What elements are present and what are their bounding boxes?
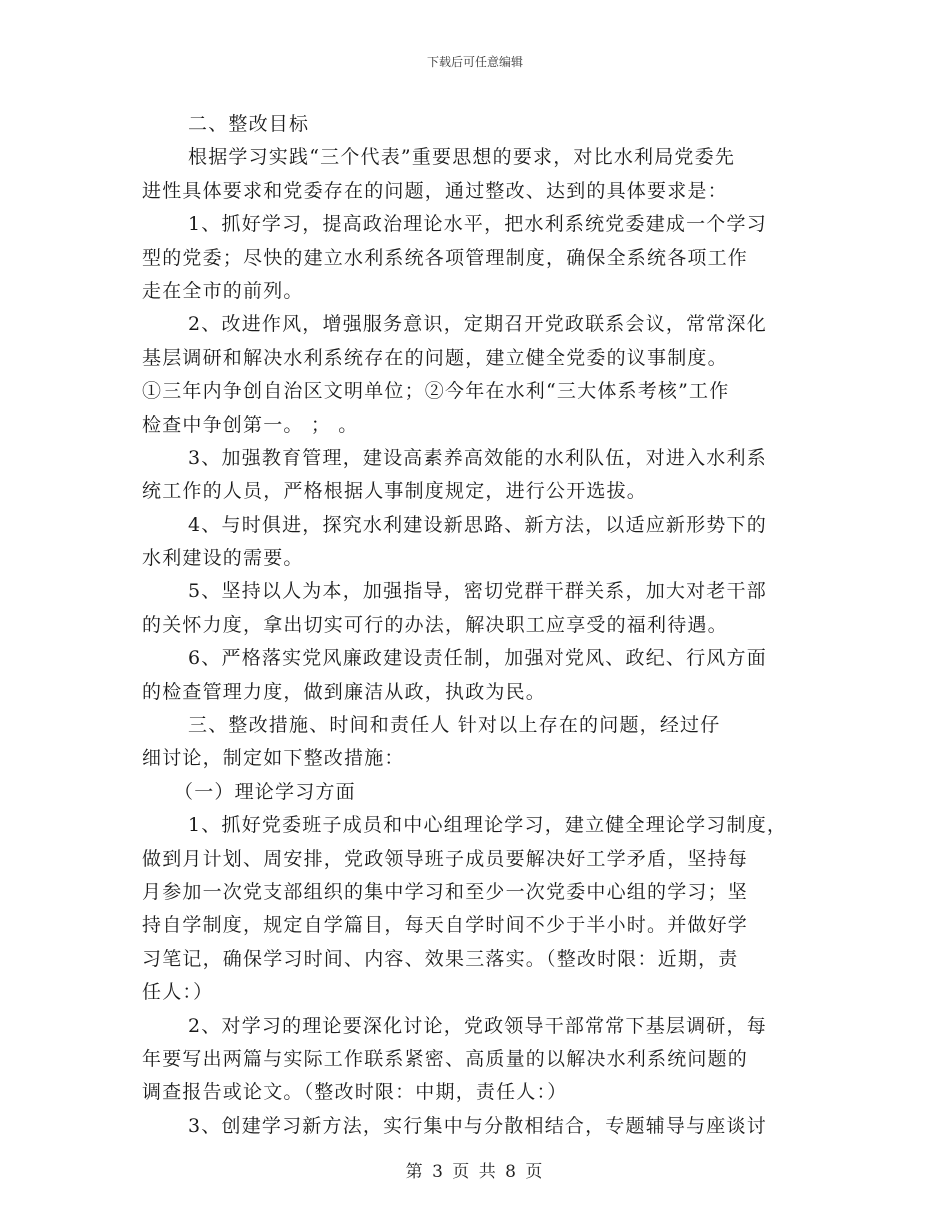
page-footer: 第 3 页 共 8 页 [405, 1162, 545, 1182]
text-line: 2、对学习的理论要深化讨论，党政领导干部常常下基层调研，每 [188, 1014, 767, 1037]
text-line: （一）理论学习方面 [174, 780, 356, 803]
header-note: 下载后可任意编辑 [426, 55, 523, 69]
document-body [142, 108, 822, 1143]
text-line: 1、抓好学习，提高政治理论水平，把水利系统党委建成一个学习 [188, 213, 767, 236]
text-line: 4、与时俱进，探究水利建设新思路、新方法，以适应新形势下的 [188, 513, 767, 536]
text-line: 三、整改措施、时间和责任人 针对以上存在的问题，经过仔 [188, 714, 721, 737]
text-line: 细讨论，制定如下整改措施： [142, 747, 405, 770]
text-line: 进性具体要求和党委存在的问题，通过整改、达到的具体要求是： [142, 179, 728, 202]
text-line: 二、整改目标 [188, 113, 310, 135]
text-line: 的检查管理力度，做到廉洁从政，执政为民。 [142, 680, 547, 703]
text-line: 调查报告或论文。（整改时限：中期，责任人：） [142, 1081, 568, 1104]
text-line: 走在全市的前列。 [142, 279, 304, 302]
text-line: 5、坚持以人为本，加强指导，密切党群干群关系，加大对老干部 [188, 580, 767, 603]
text-line: 3、创建学习新方法，实行集中与分散相结合，专题辅导与座谈讨 [188, 1114, 767, 1137]
text-line: 6、严格落实党风廉政建设责任制，加强对党风、政纪、行风方面 [188, 647, 767, 670]
text-line: 水利建设的需要。 [142, 547, 304, 570]
text-line: ①三年内争创自治区文明单位；②今年在水利“三大体系考核”工作 [142, 380, 730, 403]
text-line: 2、改进作风，增强服务意识，定期召开党政联系会议，常常深化 [188, 313, 767, 336]
text-line: 年要写出两篇与实际工作联系紧密、高质量的以解决水利系统问题的 [142, 1047, 749, 1070]
text-line: 统工作的人员，严格根据人事制度规定，进行公开选拔。 [142, 480, 648, 503]
text-line: 做到月计划、周安排，党政领导班子成员要解决好工学矛盾，坚持每 [142, 847, 749, 870]
text-line: 任人：） [142, 981, 214, 1004]
text-line: 3、加强教育管理，建设高素养高效能的水利队伍，对进入水利系 [188, 446, 767, 469]
text-line: 1、抓好党委班子成员和中心组理论学习，建立健全理论学习制度， [188, 814, 788, 837]
text-line: 月参加一次党支部组织的集中学习和至少一次党委中心组的学习；坚 [142, 880, 749, 903]
text-line: 检查中争创第一。 ； 。 [142, 413, 359, 436]
text-line: 持自学制度，规定自学篇目，每天自学时间不少于半小时。并做好学 [142, 914, 749, 937]
text-line: 根据学习实践“三个代表”重要思想的要求，对比水利局党委先 [188, 146, 736, 169]
text-line: 基层调研和解决水利系统存在的问题，建立健全党委的议事制度。 [142, 346, 728, 369]
text-line: 型的党委；尽快的建立水利系统各项管理制度，确保全系统各项工作 [142, 246, 749, 269]
text-line: 的关怀力度，拿出切实可行的办法，解决职工应享受的福利待遇。 [142, 613, 728, 636]
text-line: 习笔记，确保学习时间、内容、效果三落实。（整改时限：近期，责 [142, 947, 739, 970]
